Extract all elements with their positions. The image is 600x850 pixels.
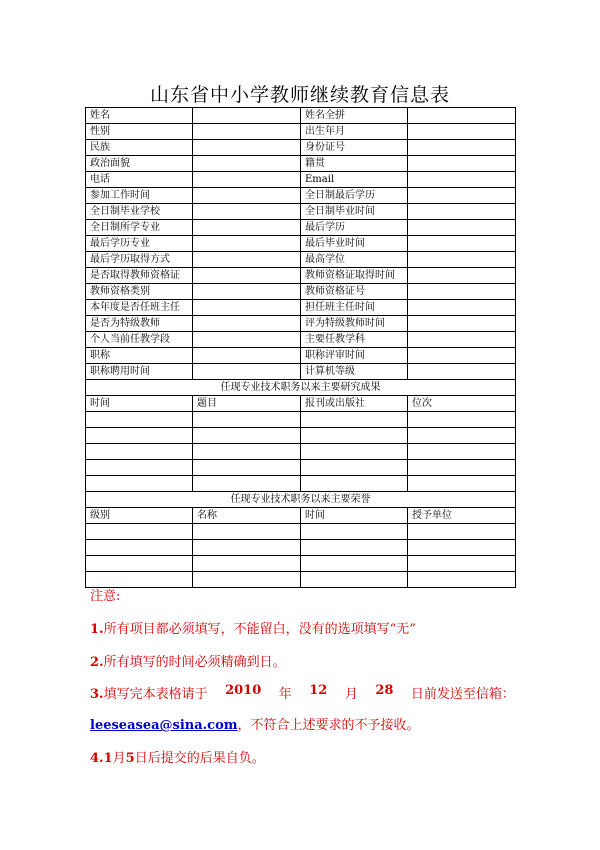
field-value[interactable] bbox=[193, 124, 301, 140]
field-label: 最后毕业时间 bbox=[301, 236, 408, 252]
honors-cell[interactable] bbox=[86, 540, 193, 556]
field-value[interactable] bbox=[193, 300, 301, 316]
field-label: 籍贯 bbox=[301, 156, 408, 172]
research-cell[interactable] bbox=[193, 444, 301, 460]
info-row bbox=[86, 332, 516, 348]
note-3 bbox=[90, 683, 515, 702]
research-section bbox=[86, 380, 516, 492]
field-value[interactable] bbox=[193, 204, 301, 220]
field-label: 姓名 bbox=[86, 108, 193, 124]
field-label: 职称评审时间 bbox=[301, 348, 408, 364]
research-cell[interactable] bbox=[86, 428, 193, 444]
note-1 bbox=[90, 618, 416, 637]
note-3-text-b: 年 bbox=[278, 687, 292, 702]
honors-cell[interactable] bbox=[86, 524, 193, 540]
info-row bbox=[86, 284, 516, 300]
honors-blank-row bbox=[86, 524, 516, 540]
field-label: 参加工作时间 bbox=[86, 188, 193, 204]
field-value[interactable] bbox=[408, 188, 516, 204]
honors-cell[interactable] bbox=[193, 556, 301, 572]
field-value[interactable] bbox=[408, 332, 516, 348]
field-label: 身份证号 bbox=[301, 140, 408, 156]
research-cell[interactable] bbox=[193, 460, 301, 476]
info-row bbox=[86, 300, 516, 316]
info-row bbox=[86, 364, 516, 380]
field-label: 政治面貌 bbox=[86, 156, 193, 172]
research-cell[interactable] bbox=[86, 476, 193, 492]
field-value[interactable] bbox=[408, 140, 516, 156]
field-value[interactable] bbox=[408, 364, 516, 380]
note-1-number: 1. bbox=[90, 622, 104, 637]
research-blank-row bbox=[86, 412, 516, 428]
research-cell[interactable] bbox=[301, 460, 408, 476]
honors-cell[interactable] bbox=[408, 540, 516, 556]
research-cell[interactable] bbox=[408, 428, 516, 444]
field-label: 教师资格类别 bbox=[86, 284, 193, 300]
field-value[interactable] bbox=[193, 348, 301, 364]
note-4-number: 4.1 bbox=[90, 751, 113, 766]
research-cell[interactable] bbox=[408, 444, 516, 460]
field-label: 个人当前任教学段 bbox=[86, 332, 193, 348]
info-row bbox=[86, 316, 516, 332]
field-value[interactable] bbox=[408, 236, 516, 252]
honors-cell[interactable] bbox=[408, 556, 516, 572]
field-label: 本年度是否任班主任 bbox=[86, 300, 193, 316]
field-label: 全日制毕业学校 bbox=[86, 204, 193, 220]
research-cell[interactable] bbox=[301, 444, 408, 460]
research-col-rank: 位次 bbox=[408, 396, 516, 412]
honors-blank-row bbox=[86, 556, 516, 572]
field-value[interactable] bbox=[193, 252, 301, 268]
research-cell[interactable] bbox=[301, 412, 408, 428]
research-cell[interactable] bbox=[86, 412, 193, 428]
field-label: 全日制所学专业 bbox=[86, 220, 193, 236]
notes-heading: 注意: bbox=[90, 589, 121, 604]
note-3-text-d: 日前发送至信箱： bbox=[410, 687, 515, 702]
info-row bbox=[86, 124, 516, 140]
note-2-text: 所有填写的时间必须精确到日。 bbox=[103, 655, 286, 670]
field-value[interactable] bbox=[408, 252, 516, 268]
field-value[interactable] bbox=[193, 332, 301, 348]
field-label: 最后学历取得方式 bbox=[86, 252, 193, 268]
field-label: 评为特级教师时间 bbox=[301, 316, 408, 332]
note-4-text-b: 日后提交的后果自负。 bbox=[134, 751, 265, 766]
field-label: 最后学历专业 bbox=[86, 236, 193, 252]
field-label: 最后学历 bbox=[301, 220, 408, 236]
field-value[interactable] bbox=[193, 236, 301, 252]
field-value[interactable] bbox=[408, 124, 516, 140]
honors-col-level: 级别 bbox=[86, 508, 193, 524]
field-value[interactable] bbox=[408, 108, 516, 124]
research-blank-row bbox=[86, 444, 516, 460]
field-value[interactable] bbox=[408, 284, 516, 300]
honors-cell[interactable] bbox=[193, 524, 301, 540]
research-cell[interactable] bbox=[408, 460, 516, 476]
info-row bbox=[86, 220, 516, 236]
note-3-month: 12 bbox=[309, 683, 328, 698]
honors-cell[interactable] bbox=[408, 524, 516, 540]
honors-section bbox=[86, 492, 516, 588]
field-label: 最高学位 bbox=[301, 252, 408, 268]
field-value[interactable] bbox=[193, 140, 301, 156]
note-4 bbox=[90, 747, 265, 766]
note-4-day: 5 bbox=[125, 751, 135, 766]
field-label: 是否为特级教师 bbox=[86, 316, 193, 332]
info-row bbox=[86, 156, 516, 172]
honors-cell[interactable] bbox=[301, 540, 408, 556]
research-cell[interactable] bbox=[86, 460, 193, 476]
field-label: 担任班主任时间 bbox=[301, 300, 408, 316]
honors-cell[interactable] bbox=[301, 524, 408, 540]
honors-col-name: 名称 bbox=[193, 508, 301, 524]
field-label: 是否取得教师资格证 bbox=[86, 268, 193, 284]
research-col-time: 时间 bbox=[86, 396, 193, 412]
info-row bbox=[86, 252, 516, 268]
note-3-tail: ，不符合上述要求的不予接收。 bbox=[237, 718, 420, 733]
info-row bbox=[86, 188, 516, 204]
note-3-day: 28 bbox=[375, 683, 394, 698]
field-value[interactable] bbox=[193, 268, 301, 284]
field-value[interactable] bbox=[193, 284, 301, 300]
note-4-text-a: 月 bbox=[112, 751, 126, 766]
note-2 bbox=[90, 651, 286, 670]
research-cell[interactable] bbox=[301, 428, 408, 444]
field-value[interactable] bbox=[193, 364, 301, 380]
field-label: 全日制毕业时间 bbox=[301, 204, 408, 220]
honors-blank-row bbox=[86, 572, 516, 588]
field-value[interactable] bbox=[408, 156, 516, 172]
field-label: 职称 bbox=[86, 348, 193, 364]
research-heading: 任现专业技术职务以来主要研究成果 bbox=[86, 380, 516, 396]
field-label: 电话 bbox=[86, 172, 193, 188]
field-value[interactable] bbox=[408, 316, 516, 332]
research-cell[interactable] bbox=[193, 428, 301, 444]
field-label: 主要任教学科 bbox=[301, 332, 408, 348]
honors-cell[interactable] bbox=[193, 540, 301, 556]
field-label: 教师资格证取得时间 bbox=[301, 268, 408, 284]
field-value[interactable] bbox=[408, 172, 516, 188]
honors-col-time: 时间 bbox=[301, 508, 408, 524]
research-blank-row bbox=[86, 460, 516, 476]
honors-cell[interactable] bbox=[301, 556, 408, 572]
info-row bbox=[86, 348, 516, 364]
research-cell[interactable] bbox=[193, 412, 301, 428]
field-value[interactable] bbox=[408, 348, 516, 364]
honors-cell[interactable] bbox=[301, 572, 408, 588]
research-blank-row bbox=[86, 428, 516, 444]
email-link[interactable]: leeseasea@sina.com bbox=[90, 718, 238, 733]
info-row bbox=[86, 204, 516, 220]
field-value[interactable] bbox=[193, 172, 301, 188]
field-label: 教师资格证号 bbox=[301, 284, 408, 300]
field-label: 出生年月 bbox=[301, 124, 408, 140]
honors-blank-row bbox=[86, 540, 516, 556]
research-cell[interactable] bbox=[86, 444, 193, 460]
honors-cell[interactable] bbox=[86, 556, 193, 572]
field-value[interactable] bbox=[193, 220, 301, 236]
note-3-text-a: 填写完本表格请于 bbox=[103, 687, 208, 702]
field-value[interactable] bbox=[408, 220, 516, 236]
info-row bbox=[86, 140, 516, 156]
research-cell[interactable] bbox=[193, 476, 301, 492]
field-label: 民族 bbox=[86, 140, 193, 156]
field-value[interactable] bbox=[193, 316, 301, 332]
research-cell[interactable] bbox=[408, 412, 516, 428]
research-cell[interactable] bbox=[301, 476, 408, 492]
field-label: 姓名全拼 bbox=[301, 108, 408, 124]
info-table bbox=[85, 107, 516, 588]
field-label: 全日制最后学历 bbox=[301, 188, 408, 204]
info-row bbox=[86, 108, 516, 124]
field-value[interactable] bbox=[193, 188, 301, 204]
info-row bbox=[86, 268, 516, 284]
form-title: 山东省中小学教师继续教育信息表 bbox=[149, 84, 450, 106]
field-value[interactable] bbox=[408, 268, 516, 284]
field-label: Email bbox=[301, 172, 408, 188]
field-value[interactable] bbox=[408, 300, 516, 316]
note-3-text-c: 月 bbox=[344, 687, 358, 702]
info-row bbox=[86, 172, 516, 188]
note-3-continued bbox=[90, 714, 420, 733]
research-col-title: 题目 bbox=[193, 396, 301, 412]
field-value[interactable] bbox=[193, 156, 301, 172]
field-label: 职称聘用时间 bbox=[86, 364, 193, 380]
honors-cell[interactable] bbox=[193, 572, 301, 588]
note-3-year: 2010 bbox=[225, 683, 262, 698]
info-row bbox=[86, 236, 516, 252]
info-body bbox=[86, 108, 516, 380]
note-2-number: 2. bbox=[90, 655, 104, 670]
field-value[interactable] bbox=[408, 204, 516, 220]
honors-heading: 任现专业技术职务以来主要荣誉 bbox=[86, 492, 516, 508]
field-value[interactable] bbox=[193, 108, 301, 124]
honors-col-unit: 授予单位 bbox=[408, 508, 516, 524]
note-1-text: 所有项目都必须填写，不能留白，没有的选项填写“无” bbox=[103, 622, 416, 637]
honors-cell[interactable] bbox=[408, 572, 516, 588]
research-col-publisher: 报刊或出版社 bbox=[301, 396, 408, 412]
field-label: 性别 bbox=[86, 124, 193, 140]
research-cell[interactable] bbox=[408, 476, 516, 492]
research-blank-row bbox=[86, 476, 516, 492]
note-3-number: 3. bbox=[90, 687, 104, 702]
field-label: 计算机等级 bbox=[301, 364, 408, 380]
